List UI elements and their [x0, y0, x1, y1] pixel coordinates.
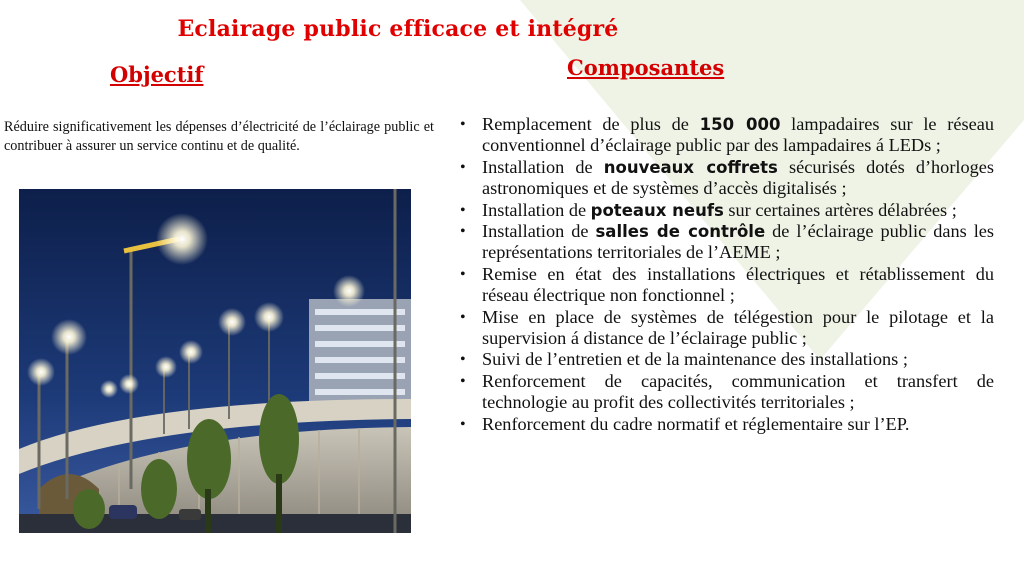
composante-item: • Renforcement du cadre normatif et réglementaire sur l’EP.: [460, 413, 910, 434]
composantes-list: [458, 114, 994, 435]
bullet-icon: •: [460, 351, 466, 369]
bullet-icon: •: [460, 265, 466, 283]
composante-item: • Installation de nouveaux coffrets sécurisés dotés d’horloges astronomiques et de systèmes d’accès digitalisés ;: [460, 156, 995, 199]
bullet-icon: •: [460, 201, 466, 219]
street-lighting-photo: [19, 189, 411, 533]
composantes-heading: Composantes: [567, 55, 725, 80]
composante-item: • Remise en état des installations électriques et rétablissement du réseau électrique non fonctionnel ;: [460, 263, 994, 306]
bullet-icon: •: [460, 223, 466, 241]
bullet-icon: •: [460, 415, 466, 433]
bullet-icon: •: [460, 372, 466, 390]
page-title: Eclairage public efficace et intégré: [177, 16, 619, 42]
composante-item: • Installation de poteaux neufs sur certaines artères délabrées ;: [460, 199, 957, 220]
objectif-heading: Objectif: [110, 62, 204, 87]
composante-item: • Suivi de l’entretien et de la maintenance des installations ;: [460, 349, 908, 370]
composante-item: • Mise en place de systèmes de télégestion pour le pilotage et la supervision á distance de l’éclairage public ;: [460, 306, 994, 349]
bullet-icon: •: [460, 116, 466, 133]
objectif-text: Réduire significativement les dépenses d’électricité de l’éclairage public et contribuer à assurer un service continu et de qualité.: [4, 119, 434, 154]
composante-item: • Remplacement de plus de 150 000 lampadaires sur le réseau conventionnel d’éclairage public par des lampadaires á LEDs ;: [460, 114, 994, 156]
bullet-icon: •: [460, 308, 466, 326]
composante-item: • Installation de salles de contrôle de l’éclairage public dans les représentations territoriales de l’AEME ;: [460, 221, 994, 263]
bullet-icon: •: [460, 158, 466, 176]
composante-item: • Renforcement de capacités, communication et transfert de technologie au profit des collectivités territoriales ;: [460, 370, 994, 413]
